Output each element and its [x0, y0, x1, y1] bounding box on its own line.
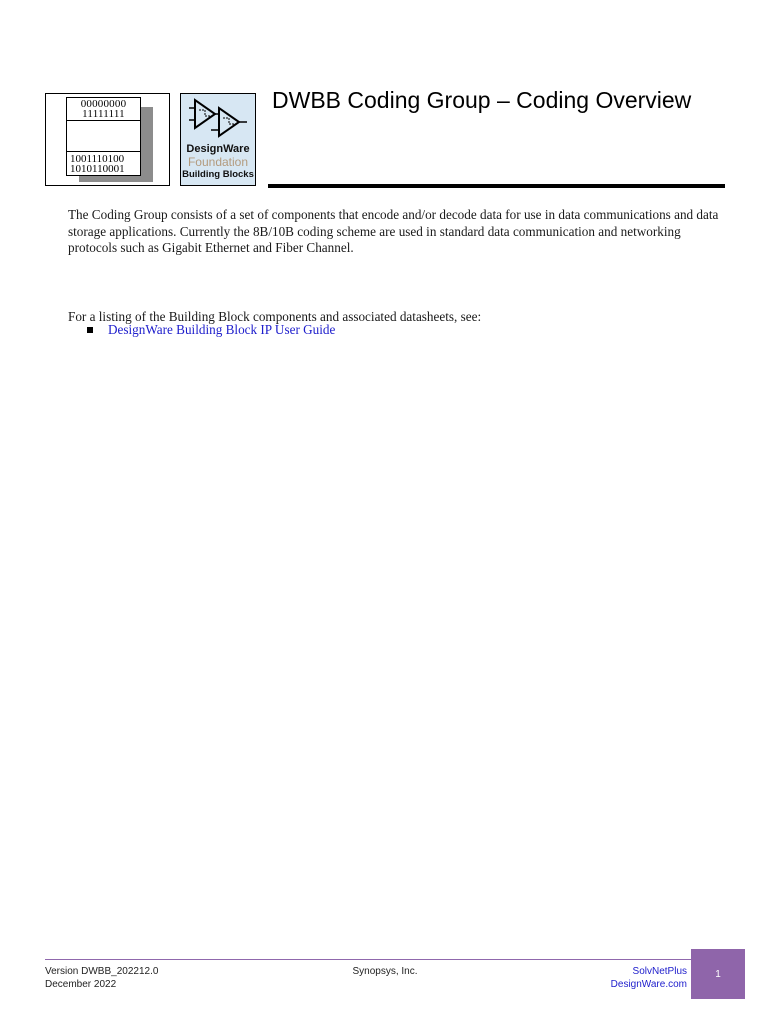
footer-date: December 2022	[45, 978, 117, 990]
listing-paragraph: For a listing of the Building Block components and associated datasheets, see:	[68, 309, 482, 325]
coding-logo-bits-top-line: 11111111	[82, 108, 125, 120]
coding-logo-bits-bottom-line: 1010110001	[70, 163, 125, 175]
list-item	[87, 322, 335, 338]
solvnetplus-link[interactable]: SolvNetPlus	[632, 966, 687, 977]
page-title: DWBB Coding Group – Coding Overview	[272, 87, 692, 113]
intro-paragraph: The Coding Group consists of a set of components that encode and/or decode data for use in data communications and data storage applications. Currently the 8B/10B coding scheme are used in standard data communication and networking protocols such as Gigabit Ethernet and Fiber Channel.	[68, 207, 719, 256]
footer-company: Synopsys, Inc.	[352, 966, 418, 977]
coding-logo-inner-box	[67, 120, 140, 152]
bullet-square-icon	[87, 327, 93, 333]
designware-logo-name: DesignWare	[186, 143, 250, 155]
coding-logo-bits-top	[67, 99, 140, 119]
designware-com-link[interactable]: DesignWare.com	[610, 978, 687, 990]
coding-logo-bits-top-line: 00000000	[80, 98, 127, 110]
page-number: 1	[715, 968, 721, 980]
designware-logo-building-blocks: Building Blocks	[182, 169, 254, 180]
designware-logo-foundation: Foundation	[187, 155, 249, 169]
logic-gates-icon	[189, 98, 249, 142]
page-number-badge	[691, 949, 745, 999]
footer-links	[560, 966, 687, 991]
footer-rule	[45, 959, 691, 960]
footer-version-info	[45, 966, 158, 991]
user-guide-link[interactable]: DesignWare Building Block IP User Guide	[108, 322, 336, 337]
coding-logo-paper	[66, 97, 141, 176]
designware-logo	[180, 93, 256, 186]
coding-logo-bits-bottom	[70, 154, 125, 174]
title-rule	[268, 184, 725, 188]
footer-version: Version DWBB_202212.0	[45, 966, 159, 977]
coding-logo-bits-bottom-line: 1001110100	[70, 153, 125, 165]
link-list	[87, 322, 335, 338]
